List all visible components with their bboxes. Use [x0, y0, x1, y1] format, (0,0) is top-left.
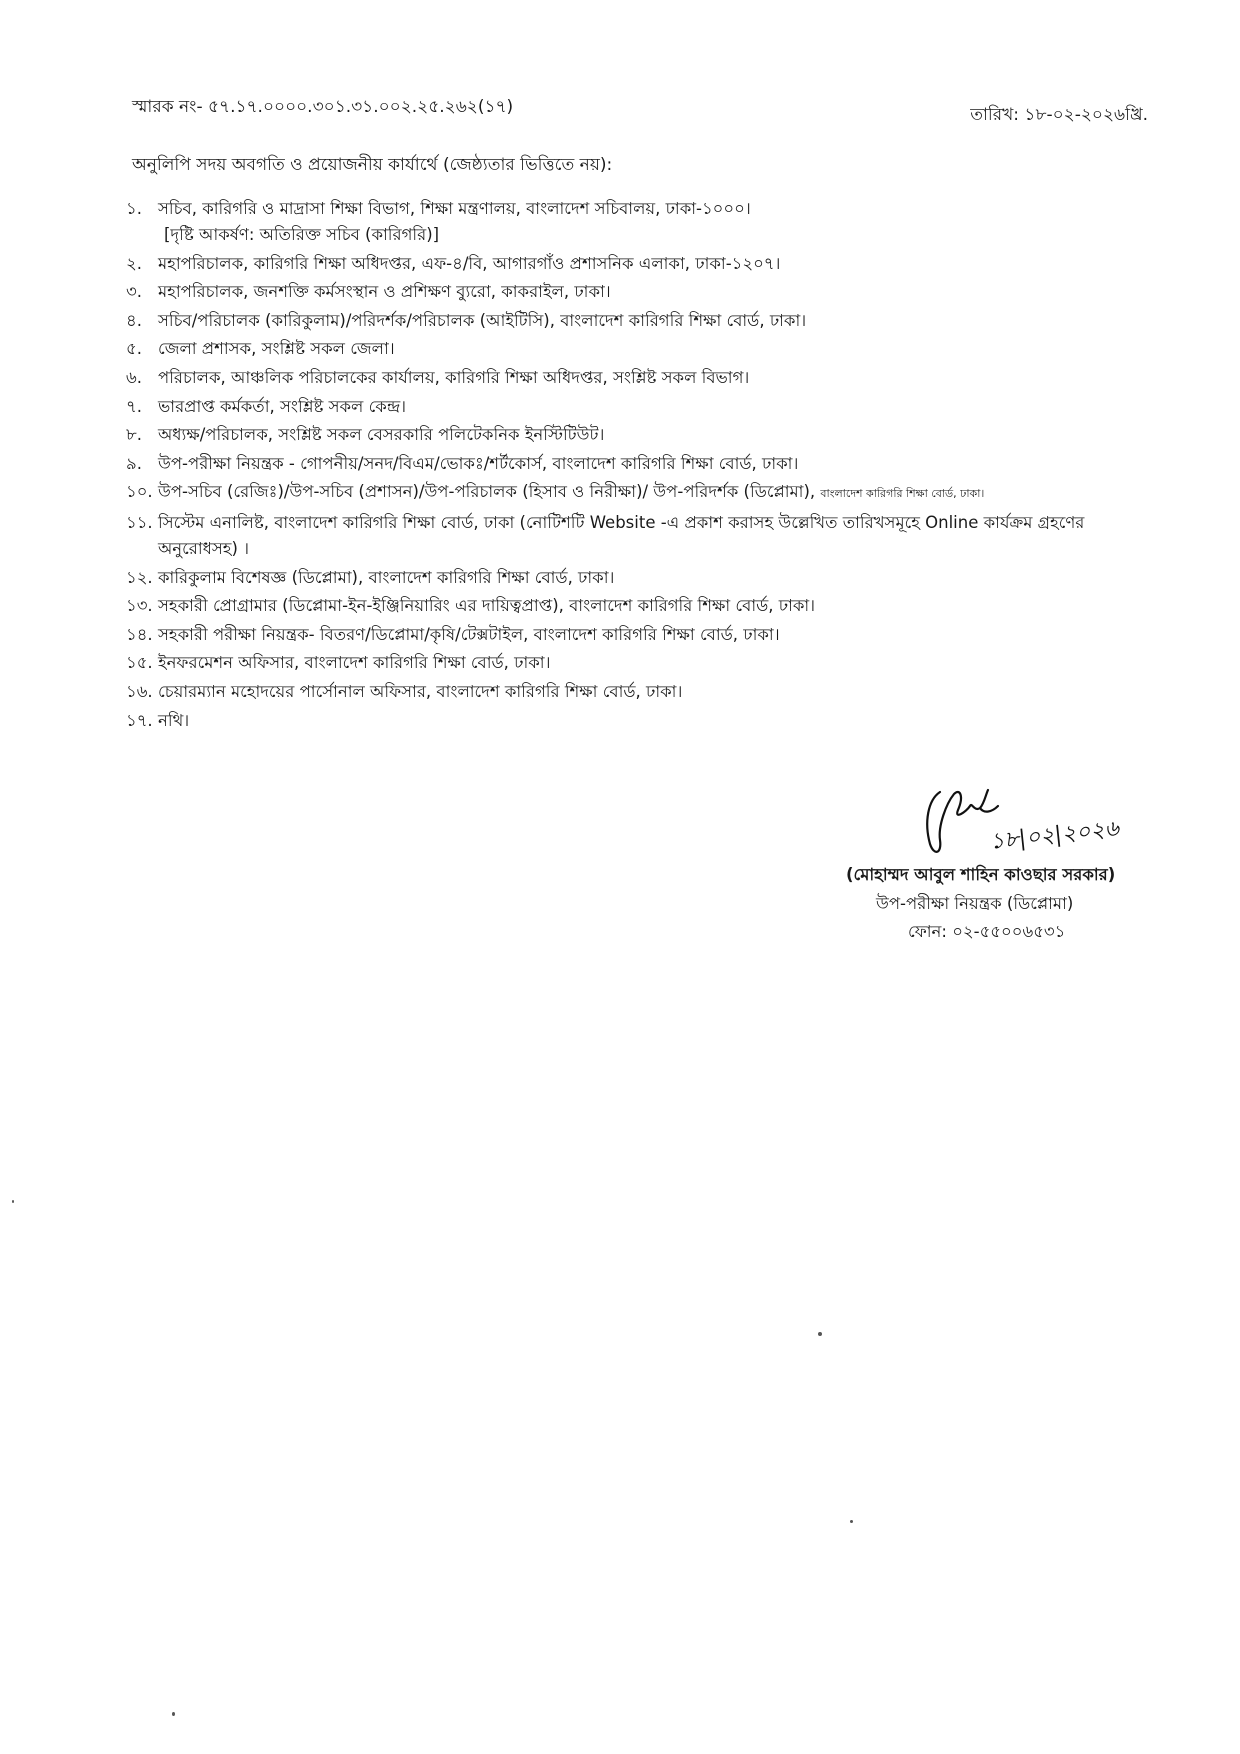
recipient-number: ৯.	[126, 453, 142, 473]
recipient-text: সিস্টেম এনালিষ্ট, বাংলাদেশ কারিগরি শিক্ষা বোর্ড, ঢাকা (নোটিশটি Website -এ প্রকাশ করাসহ উল্লেখিত তারিখসমূহে Online কার্যক্রম গ্রহণের অনুরোধসহ) ।	[158, 512, 1085, 558]
recipient-body	[158, 251, 1166, 277]
recipient-item	[126, 622, 1166, 648]
recipient-text: সহকারী প্রোগ্রামার (ডিপ্লোমা-ইন-ইঞ্জিনিয়ারিং এর দায়িত্বপ্রাপ্ত), বাংলাদেশ কারিগরি শিক্ষা বোর্ড, ঢাকা।	[158, 596, 816, 616]
signer-name: (মোহাম্মদ আবুল শাহিন কাওছার সরকার)	[846, 865, 1116, 884]
recipient-body	[158, 196, 1166, 248]
recipient-text: উপ-পরীক্ষা নিয়ন্ত্রক - গোপনীয়/সনদ/বিএম/ভোকঃ/শর্টকোর্স, বাংলাদেশ কারিগরি শিক্ষা বোর্ড, ঢাকা।	[158, 453, 799, 473]
recipient-item	[126, 196, 1166, 248]
recipient-item	[126, 336, 1166, 362]
recipient-text: ভারপ্রাপ্ত কর্মকর্তা, সংশ্লিষ্ট সকল কেন্দ্র।	[158, 396, 407, 416]
recipient-text: চেয়ারম্যান মহোদয়ের পার্সোনাল অফিসার, বাংলাদেশ কারিগরি শিক্ষা বোর্ড, ঢাকা।	[158, 681, 683, 701]
distribution-intro: অনুলিপি সদয় অবগতি ও প্রয়োজনীয় কার্যার্থে (জেষ্ঠ্যতার ভিত্তিতে নয়):	[132, 155, 613, 175]
memo-date: তারিখ: ১৮-০২-২০২৬খ্রি.	[970, 105, 1148, 125]
recipient-number: ৬.	[126, 367, 142, 387]
recipient-text: মহাপরিচালক, কারিগরি শিক্ষা অধিদপ্তর, এফ-৪/বি, আগারগাঁও প্রশাসনিক এলাকা, ঢাকা-১২০৭।	[158, 253, 781, 273]
signer-title: উপ-পরীক্ষা নিয়ন্ত্রক (ডিপ্লোমা)	[876, 894, 1074, 913]
recipient-number: ৪.	[126, 310, 142, 330]
recipient-item	[126, 279, 1166, 305]
recipient-item	[126, 593, 1166, 619]
scan-speck	[850, 1520, 853, 1523]
recipient-body	[158, 308, 1166, 334]
recipient-text: কারিকুলাম বিশেষজ্ঞ (ডিপ্লোমা), বাংলাদেশ কারিগরি শিক্ষা বোর্ড, ঢাকা।	[158, 567, 615, 587]
scan-speck	[818, 1332, 822, 1336]
scan-speck	[12, 1200, 14, 1203]
recipient-number: ৮.	[126, 425, 142, 445]
recipient-text: উপ-সচিব (রেজিঃ)/উপ-সচিব (প্রশাসন)/উপ-পরিচালক (হিসাব ও নিরীক্ষা)/ উপ-পরিদর্শক (ডিপ্লোমা),	[158, 482, 821, 502]
recipient-list	[126, 196, 1166, 736]
recipient-number: ৭.	[126, 396, 142, 416]
recipient-body	[158, 708, 1166, 734]
recipient-number: ১৭.	[126, 710, 153, 730]
recipient-body	[158, 565, 1166, 591]
recipient-body	[158, 593, 1166, 619]
recipient-body	[158, 622, 1166, 648]
recipient-item	[126, 394, 1166, 420]
recipient-body	[158, 650, 1166, 676]
recipient-body	[158, 279, 1166, 305]
signer-phone: ফোন: ০২-৫৫০০৬৫৩১	[908, 922, 1066, 941]
recipient-number: ১০.	[126, 482, 153, 502]
recipient-text-small: বাংলাদেশ কারিগরি শিক্ষা বোর্ড, ঢাকা।	[820, 487, 985, 501]
recipient-text: সচিব, কারিগরি ও মাদ্রাসা শিক্ষা বিভাগ, শিক্ষা মন্ত্রণালয়, বাংলাদেশ সচিবালয়, ঢাকা-১০০০।	[158, 199, 751, 218]
recipient-body	[158, 451, 1166, 477]
recipient-text: নথি।	[158, 710, 190, 730]
recipient-text: অধ্যক্ষ/পরিচালক, সংশ্লিষ্ট সকল বেসরকারি পলিটেকনিক ইনস্টিটিউট।	[158, 425, 605, 445]
recipient-item	[126, 422, 1166, 448]
recipient-item	[126, 308, 1166, 334]
recipient-body	[158, 479, 1166, 507]
recipient-item	[126, 510, 1166, 562]
recipient-text: পরিচালক, আঞ্চলিক পরিচালকের কার্যালয়, কারিগরি শিক্ষা অধিদপ্তর, সংশ্লিষ্ট সকল বিভাগ।	[158, 367, 750, 387]
memo-number: স্মারক নং- ৫৭.১৭.০০০০.৩০১.৩১.০০২.২৫.২৬২(১৭)	[132, 97, 514, 117]
recipient-text: জেলা প্রশাসক, সংশ্লিষ্ট সকল জেলা।	[158, 339, 395, 359]
recipient-number: ২.	[126, 253, 142, 273]
recipient-number: ১২.	[126, 567, 153, 587]
recipient-number: ১৫.	[126, 653, 153, 673]
scan-speck	[172, 1712, 175, 1716]
recipient-text: সহকারী পরীক্ষা নিয়ন্ত্রক- বিতরণ/ডিপ্লোমা/কৃষি/টেক্সটাইল, বাংলাদেশ কারিগরি শিক্ষা বোর্ড, ঢাকা।	[158, 624, 780, 644]
signature-date: ১৮|০২|২০২৬	[988, 816, 1121, 855]
signature-image	[910, 782, 1000, 862]
recipient-item	[126, 251, 1166, 277]
recipient-body	[158, 394, 1166, 420]
recipient-item	[126, 679, 1166, 705]
recipient-body	[158, 679, 1166, 705]
recipient-item	[126, 365, 1166, 391]
recipient-number: ১৬.	[126, 681, 153, 701]
recipient-subnote: [দৃষ্টি আকর্ষণ: অতিরিক্ত সচিব (কারিগরি)]	[164, 225, 440, 244]
recipient-number: ৫.	[126, 339, 142, 359]
recipient-number: ১১.	[126, 512, 153, 532]
recipient-body	[158, 510, 1166, 562]
recipient-text: সচিব/পরিচালক (কারিকুলাম)/পরিদর্শক/পরিচালক (আইটিসি), বাংলাদেশ কারিগরি শিক্ষা বোর্ড, ঢাকা।	[158, 310, 807, 330]
recipient-text: ইনফরমেশন অফিসার, বাংলাদেশ কারিগরি শিক্ষা বোর্ড, ঢাকা।	[158, 653, 551, 673]
recipient-item	[126, 451, 1166, 477]
recipient-item	[126, 650, 1166, 676]
recipient-number: ১৪.	[126, 624, 153, 644]
recipient-item	[126, 565, 1166, 591]
recipient-item	[126, 708, 1166, 734]
recipient-body	[158, 422, 1166, 448]
recipient-body	[158, 336, 1166, 362]
recipient-body	[158, 365, 1166, 391]
recipient-number: ১৩.	[126, 596, 153, 616]
recipient-number: ৩.	[126, 282, 142, 302]
recipient-text: মহাপরিচালক, জনশক্তি কর্মসংস্থান ও প্রশিক্ষণ ব্যুরো, কাকরাইল, ঢাকা।	[158, 282, 611, 302]
recipient-item	[126, 479, 1166, 507]
recipient-number: ১.	[126, 199, 142, 218]
